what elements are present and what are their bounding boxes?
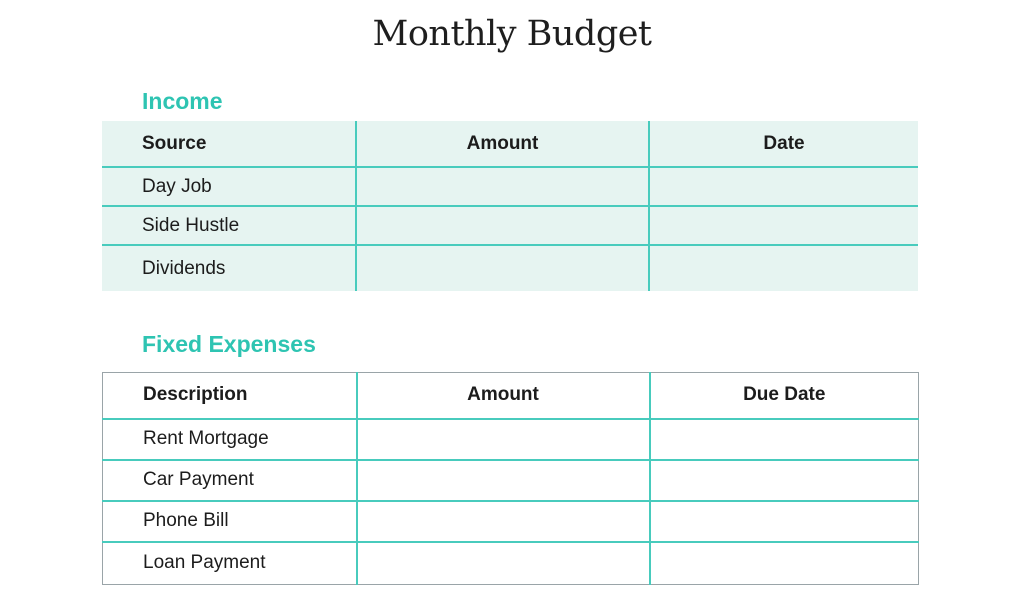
- fixed-expenses-header-row: [103, 373, 919, 419]
- income-section-label: Income: [142, 88, 223, 114]
- expense-description-cell: Rent Mortgage: [103, 419, 357, 460]
- income-date-cell[interactable]: [649, 245, 918, 291]
- income-date-cell[interactable]: [649, 167, 918, 206]
- table-row: [102, 167, 918, 206]
- expense-due-date-cell[interactable]: [650, 460, 919, 501]
- expense-amount-cell[interactable]: [357, 419, 650, 460]
- fixed-expenses-table: [102, 372, 919, 585]
- expense-amount-cell[interactable]: [357, 460, 650, 501]
- income-table: [102, 121, 918, 291]
- income-date-cell[interactable]: [649, 206, 918, 245]
- table-row: [103, 501, 919, 542]
- fixed-header-description: Description: [143, 384, 248, 406]
- table-row: [103, 419, 919, 460]
- fixed-header-amount: Amount: [357, 373, 650, 419]
- expense-due-date-cell[interactable]: [650, 501, 919, 542]
- expense-amount-cell[interactable]: [357, 501, 650, 542]
- table-row: [102, 206, 918, 245]
- fixed-expenses-section-label: Fixed Expenses: [142, 331, 316, 357]
- income-header-row: [102, 121, 918, 167]
- expense-amount-cell[interactable]: [357, 542, 650, 585]
- expense-description-cell: Loan Payment: [103, 542, 357, 585]
- income-amount-cell[interactable]: [356, 245, 649, 291]
- table-row: [102, 245, 918, 291]
- income-header-source: Source: [142, 132, 207, 154]
- table-row: [103, 542, 919, 585]
- expense-description-cell: Phone Bill: [103, 501, 357, 542]
- income-source-cell: Day Job: [102, 167, 356, 206]
- fixed-header-due-date: Due Date: [650, 373, 919, 419]
- income-source-cell: Dividends: [102, 245, 356, 291]
- income-header-date: Date: [649, 121, 918, 167]
- income-amount-cell[interactable]: [356, 206, 649, 245]
- income-amount-cell[interactable]: [356, 167, 649, 206]
- income-header-amount: Amount: [356, 121, 649, 167]
- expense-description-cell: Car Payment: [103, 460, 357, 501]
- table-row: [103, 460, 919, 501]
- expense-due-date-cell[interactable]: [650, 419, 919, 460]
- expense-due-date-cell[interactable]: [650, 542, 919, 585]
- page-title: Monthly Budget: [372, 14, 652, 54]
- income-source-cell: Side Hustle: [102, 206, 356, 245]
